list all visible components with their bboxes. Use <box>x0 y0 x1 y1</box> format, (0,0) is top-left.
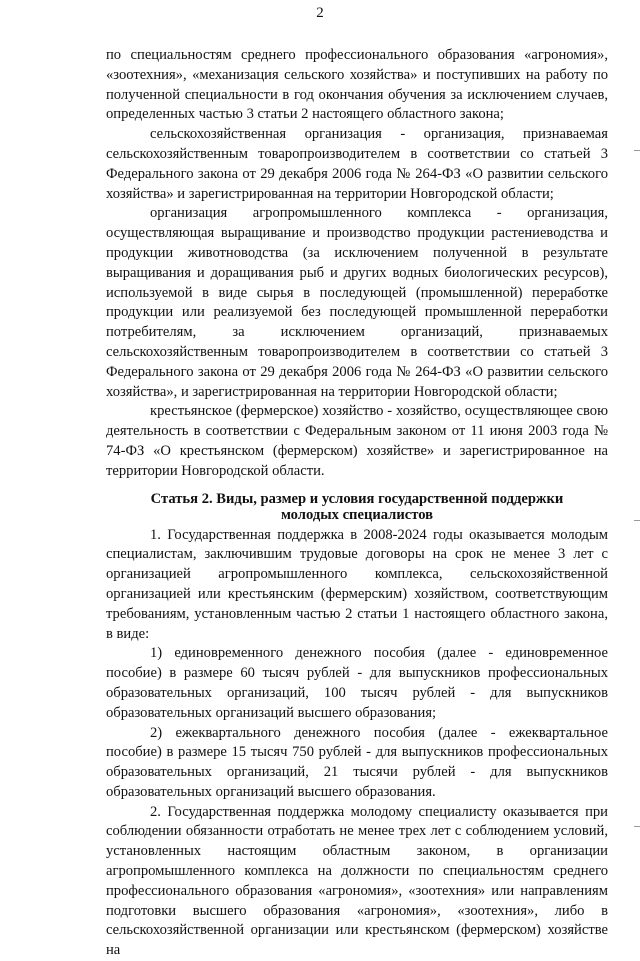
article-section-1: 1. Государственная поддержка в 2008-2024 годы оказывается молодым специалистам, заключившим трудовые договоры на срок не менее 3 лет с организацией агропромышленного комплекса, сельскохозяйственной организацией или крестьянским (фермерским) хозяйством, соответствующим требованиям, установленным частью 2 статьи 1 настоящего областного закона, в виде: <box>106 526 608 642</box>
scan-edge-mark <box>634 150 640 151</box>
article-heading-line2: молодых специалистов <box>280 506 434 523</box>
paragraph-continuation: по специальностям среднего профессионального образования «агрономия», «зоотехния», «механизация сельского хозяйства» и поступивших на работу по полученной специальности в год окончания обучения за исключением случаев, определенных частью 3 статьи 2 настоящего областного закона; <box>106 47 608 123</box>
definition-agricultural-organization: сельскохозяйственная организация - организация, признаваемая сельскохозяйственным товаропроизводителем в соответствии со статьей 3 Федерального закона от 29 декабря 2006 года № 264-ФЗ «О развитии сельского хозяйства» и зарегистрированная на территории Новгородской области; <box>106 126 608 202</box>
definition-farm: крестьянское (фермерское) хозяйство - хозяйство, осуществляющее свою деятельность в соответствии с Федеральным законом от 11 июня 2003 года № 74-ФЗ «О крестьянском (фермерском) хозяйстве» и зарегистрированное на территории Новгородской области. <box>106 403 608 479</box>
scan-edge-mark <box>634 520 640 521</box>
article-item-2: 2) ежеквартального денежного пособия (далее - ежеквартальное пособие) в размере 15 тысяч 750 рублей - для выпускников профессиональных образовательных организаций, 21 тысячи рублей - для выпускников образовательных организаций высшего образования. <box>106 724 608 800</box>
definition-agroindustrial-organization: организация агропромышленного комплекса - организация, осуществляющая выращивание и производство продукции растениеводства и продукции животноводства (за исключением полученной в результате выращивания и доращивания рыб и других водных биологических ресурсов), используемой в виде сырья в последующей (промышленной) переработке продукции или реализуемой без последующей промышленной переработки потребителям, за исключением организаций, признаваемых сельскохозяйственным товаропроизводителем в соответствии со статьей 3 Федерального закона от 29 декабря 2006 года № 264-ФЗ «О развитии сельского хозяйства», и зарегистрированная на территории Новгородской области; <box>106 205 608 400</box>
article-section-2: 2. Государственная поддержка молодому специалисту оказывается при соблюдении обязанности отработать не менее трех лет с соблюдением условий, установленных настоящим областным законом, в организации агропромышленного комплекса на должности по специальностям среднего профессионального образования «агрономия», «зоотехния» или направлениям подготовки высшего образования «агрономия», «зоотехния», либо в сельскохозяйственной организации или крестьянском (фермерском) хозяйстве на <box>106 803 608 959</box>
article-heading <box>106 491 608 523</box>
document-body <box>106 46 608 961</box>
article-heading-line1: Статья 2. Виды, размер и условия государственной поддержки <box>150 490 564 507</box>
article-item-1: 1) единовременного денежного пособия (далее - единовременное пособие) в размере 60 тысяч рублей - для выпускников профессиональных образовательных организаций, 100 тысяч рублей - для выпускников образовательных организаций высшего образования; <box>106 645 608 721</box>
page-number: 2 <box>316 5 324 21</box>
scan-edge-mark <box>634 826 640 827</box>
